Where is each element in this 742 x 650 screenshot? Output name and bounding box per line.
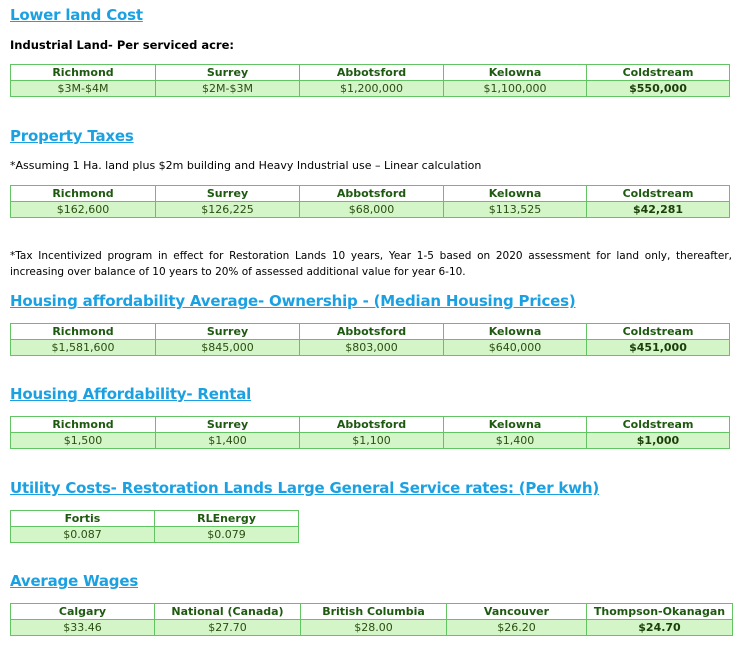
value-cell: $0.079 [155,527,299,543]
table-header-row [11,417,730,433]
header-cell: Surrey [156,417,300,433]
value-cell: $126,225 [156,202,300,218]
header-cell: Richmond [11,417,156,433]
value-cell: $2M-$3M [156,81,300,97]
header-cell: Coldstream [587,324,730,340]
header-cell: Kelowna [444,324,587,340]
housing-ownership-table [10,323,730,356]
value-cell: $1,400 [156,433,300,449]
section-title-utility-costs: Utility Costs- Restoration Lands Large General Service rates: (Per kwh) [10,479,599,497]
header-cell: Abbotsford [300,324,444,340]
value-cell: $33.46 [11,620,155,636]
section-title-property-taxes: Property Taxes [10,127,134,145]
header-cell: RLEnergy [155,511,299,527]
highlight-value-cell: $24.70 [587,620,733,636]
table-value-row [11,527,299,543]
table-value-row [11,620,733,636]
header-cell: Calgary [11,604,155,620]
header-cell: Coldstream [587,186,730,202]
value-cell: $1,100,000 [444,81,587,97]
land-cost-subtitle: Industrial Land- Per serviced acre: [10,38,234,52]
value-cell: $162,600 [11,202,156,218]
table-value-row [11,202,730,218]
property-taxes-note: *Assuming 1 Ha. land plus $2m building and Heavy Industrial use – Linear calculation [10,159,482,172]
header-cell: Richmond [11,186,156,202]
section-title-average-wages: Average Wages [10,572,139,590]
header-cell: Richmond [11,65,156,81]
value-cell: $0.087 [11,527,155,543]
table-header-row [11,604,733,620]
value-cell: $27.70 [155,620,301,636]
value-cell: $26.20 [447,620,587,636]
header-cell: Surrey [156,65,300,81]
header-cell: British Columbia [301,604,447,620]
table-header-row [11,186,730,202]
header-cell: Thompson-Okanagan [587,604,733,620]
header-cell: Vancouver [447,604,587,620]
value-cell: $28.00 [301,620,447,636]
highlight-value-cell: $550,000 [587,81,730,97]
header-cell: National (Canada) [155,604,301,620]
highlight-value-cell: $1,000 [587,433,730,449]
section-title-land-cost: Lower land Cost [10,6,143,24]
table-header-row [11,65,730,81]
highlight-value-cell: $451,000 [587,340,730,356]
header-cell: Abbotsford [300,186,444,202]
value-cell: $1,400 [444,433,587,449]
header-cell: Surrey [156,324,300,340]
value-cell: $113,525 [444,202,587,218]
value-cell: $3M-$4M [11,81,156,97]
housing-rental-table [10,416,730,449]
value-cell: $1,500 [11,433,156,449]
property-taxes-table [10,185,730,218]
land-cost-table [10,64,730,97]
header-cell: Kelowna [444,65,587,81]
value-cell: $640,000 [444,340,587,356]
value-cell: $68,000 [300,202,444,218]
section-title-housing-rental: Housing Affordability- Rental [10,385,252,403]
header-cell: Coldstream [587,417,730,433]
table-header-row [11,324,730,340]
header-cell: Surrey [156,186,300,202]
table-value-row [11,433,730,449]
value-cell: $803,000 [300,340,444,356]
utility-costs-table [10,510,299,543]
section-title-housing-ownership: Housing affordability Average- Ownership - (Median Housing Prices) [10,292,576,310]
average-wages-table [10,603,733,636]
table-header-row [11,511,299,527]
header-cell: Abbotsford [300,65,444,81]
header-cell: Coldstream [587,65,730,81]
value-cell: $845,000 [156,340,300,356]
value-cell: $1,100 [300,433,444,449]
header-cell: Abbotsford [300,417,444,433]
header-cell: Richmond [11,324,156,340]
tax-incentive-footnote: *Tax Incentivized program in effect for Restoration Lands 10 years, Year 1-5 based on 2020 assessment for land only, thereafter, increasing over balance of 10 years to 20% of assessed additional value for year 6-10. [10,250,732,278]
header-cell: Kelowna [444,417,587,433]
header-cell: Kelowna [444,186,587,202]
highlight-value-cell: $42,281 [587,202,730,218]
header-cell: Fortis [11,511,155,527]
value-cell: $1,581,600 [11,340,156,356]
value-cell: $1,200,000 [300,81,444,97]
table-value-row [11,81,730,97]
table-value-row [11,340,730,356]
